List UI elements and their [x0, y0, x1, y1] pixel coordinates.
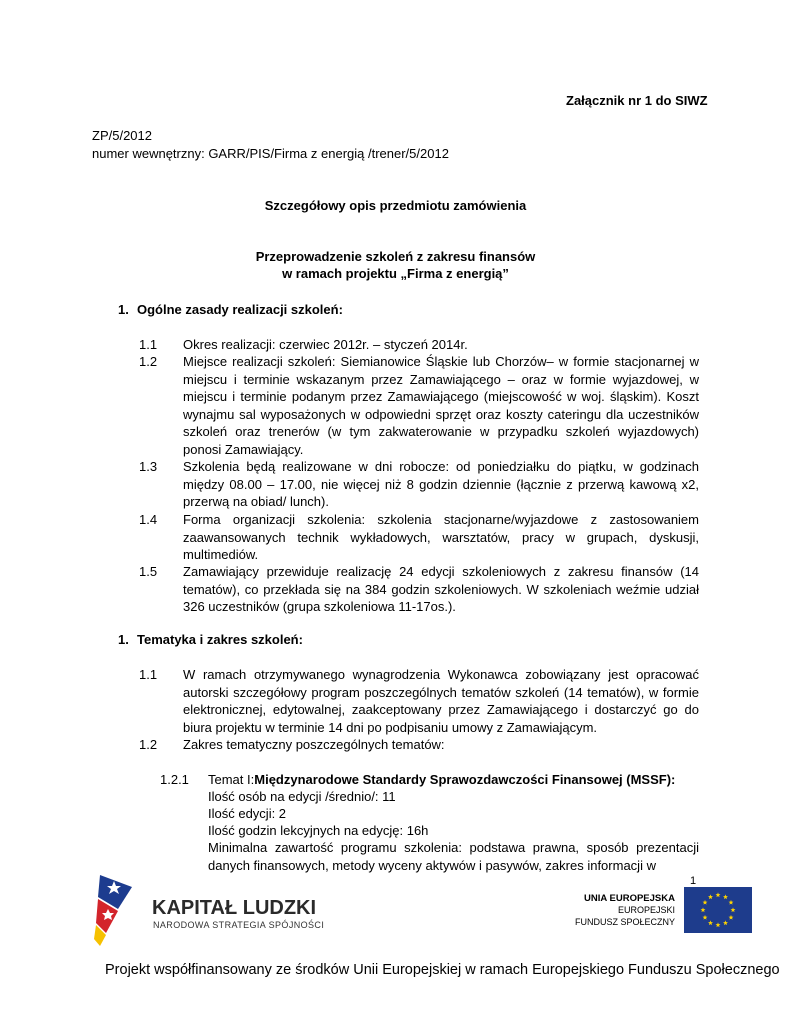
item-1-4-text: Forma organizacji szkolenia: szkolenia stacjonarne/wyjazdowe z zastosowaniem zaawansowanych technik wykładowych, warsztatów, pracy w grupach, dyskusji, multimediów.	[183, 512, 699, 562]
item-1-1-text: Okres realizacji: czerwiec 2012r. – styczeń 2014r.	[183, 337, 468, 352]
item-1-1-number: 1.1	[139, 337, 158, 352]
kapital-ludzki-title: KAPITAŁ LUDZKI	[152, 897, 317, 919]
topic-prefix: Temat I:	[208, 772, 255, 787]
item-1-2-text: Miejsce realizacji szkoleń: Siemianowice Śląskie lub Chorzów– w formie stacjonarnej w miejscu i terminie wskazanym przez Zamawiającego – oraz w formie wyjazdowej, w miejscu i terminie podanym przez Zamawiającego (miejscowość w woj. śląskim). Koszt wynajmu sal wyposażonych w odpowiedni sprzęt oraz koszty cateringu dla uczestników szkoleń oraz trenerów (w tym zakwaterowanie w przypadku szkoleń wyjazdowych) ponosi Zamawiający.	[183, 354, 699, 457]
eu-label-line-1: UNIA EUROPEJSKA	[584, 893, 675, 904]
cofinance-statement: Projekt współfinansowany ze środków Unii Europejskiej w ramach Europejskiego Funduszu Społecznego	[105, 962, 780, 978]
subtitle-line-1: Przeprowadzenie szkoleń z zakresu finansów	[255, 249, 536, 264]
item-1-5-number: 1.5	[139, 564, 158, 579]
document-title: Szczegółowy opis przedmiotu zamówienia	[264, 198, 527, 213]
section-1-number: 1.	[118, 302, 129, 317]
program-content: Minimalna zawartość programu szkolenia: podstawa prawna, sposób prezentacji danych finansowych, metody wyceny aktywów i pasywów, zakres informacji w	[208, 840, 699, 873]
item-1-3-text: Szkolenia będą realizowane w dni robocze: od poniedziałku do piątku, w godzinach między 08.00 – 17.00, nie więcej niż 8 godzin dziennie (łącznie z przerwą kawową x2, przerwą na obiad/ lunch).	[183, 459, 699, 509]
kapital-ludzki-subtitle: NARODOWA STRATEGIA SPÓJNOŚCI	[153, 920, 325, 930]
persons-per-edition: Ilość osób na edycji /średnio/: 11	[208, 789, 396, 804]
item-1-3-number: 1.3	[139, 459, 158, 474]
number-of-editions: Ilość edycji: 2	[208, 806, 287, 821]
internal-number: numer wewnętrzny: GARR/PIS/Firma z energią /trener/5/2012	[92, 146, 449, 161]
item-1-4-number: 1.4	[139, 512, 158, 527]
item-1-2-number: 1.2	[139, 354, 158, 369]
item-2-1-number: 1.1	[139, 667, 158, 682]
item-2-1-text: W ramach otrzymywanego wynagrodzenia Wykonawca zobowiązany jest opracować autorski szczegółowy program poszczególnych tematów szkoleń (14 tematów), w formie elektronicznej, edytowalnej, zaakceptowany przez Zamawiającego i dostarczyć go do biura projektu w terminie 14 dni po podpisaniu umowy z Zamawiającym.	[183, 667, 699, 735]
eu-label-line-2: EUROPEJSKI	[617, 905, 675, 915]
attachment-label: Załącznik nr 1 do SIWZ	[566, 93, 708, 108]
section-2-number: 1.	[118, 632, 129, 647]
hours-per-edition: Ilość godzin lekcyjnych na edycję: 16h	[208, 823, 429, 838]
section-1-heading: Ogólne zasady realizacji szkoleń:	[137, 302, 343, 317]
eu-label-line-3: FUNDUSZ SPOŁECZNY	[574, 917, 675, 927]
item-1-5-text: Zamawiający przewiduje realizację 24 edycji szkoleniowych z zakresu finansów (14 tematów), co przekłada się na 384 godzin szkoleniowych. W szkoleniach weźmie udział 326 uczestników (grupa szkoleniowa 11-17os.).	[183, 564, 699, 614]
subitem-topic-line	[208, 771, 675, 788]
subitem-number: 1.2.1	[160, 772, 189, 787]
subtitle-line-2: w ramach projektu „Firma z energią”	[282, 266, 509, 281]
kapital-ludzki-logo-icon	[92, 873, 137, 948]
page-number: 1	[690, 875, 697, 887]
reference-number: ZP/5/2012	[92, 128, 152, 143]
item-2-2-number: 1.2	[139, 737, 158, 752]
topic-name: Międzynarodowe Standardy Sprawozdawczości Finansowej (MSSF):	[254, 772, 676, 787]
section-2-heading: Tematyka i zakres szkoleń:	[137, 632, 303, 647]
eu-flag-icon	[684, 887, 752, 933]
item-2-2-text: Zakres tematyczny poszczególnych tematów:	[183, 737, 445, 752]
